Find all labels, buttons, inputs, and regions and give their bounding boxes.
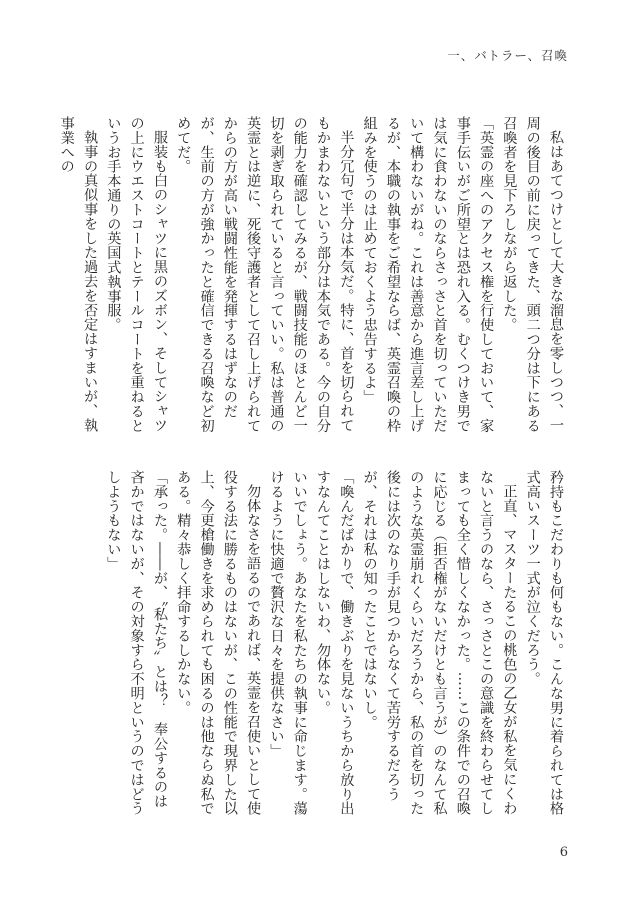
paragraph: 「英霊の座へのアクセス権を行使しておいて、家事手伝いがご所望とは恐れ入る。むくつけき男では気に食わないのならさっさと首を切っていただいて構わないがね。これは善意から進言差し上げるが、本職の執事をご希望ならば、英霊召喚の枠組みを使うのは止めておくよう忠告するよ」 <box>361 116 495 433</box>
paragraph: 矜持もこだわりも何もない。こんな男に着られては格式高いスーツ一式が泣くだろう。 <box>524 470 564 816</box>
running-head: 一、バトラー、召喚 <box>447 48 568 63</box>
paragraph: 「喚んだばかりで、働きぶりを見ないうちから放り出すなんてことはしないわ、勿体ない。 <box>315 470 355 816</box>
paragraph: 正直、マスターたるこの桃色の乙女が私を気にくわないと言うのなら、さっさとこの意識を終わらせてしまっても全く惜しくなかった。……この条件での召喚に応じる（拒否権がないだけとも言うが）のなんて私のような英霊崩れくらいだろうから、私の首を切った後には次のなり手が見つからなくて苦労するだろうが、それは私の知ったことではないし。 <box>361 470 518 816</box>
paragraph: 執事の真似事をした過去を否定はすまいが、執事業への <box>58 116 99 433</box>
text-block-bottom <box>105 470 567 820</box>
paragraph: 服装も白のシャツに黒のズボン、そしてシャツの上にウエストコートとテールコートを重ねるというお手本通りの英国式執事服。 <box>105 116 168 433</box>
paragraph: 半分冗句で半分は本気だ。特に、首を切られてもかまわないという部分は本気である。今の自分の能力を確認してみるが、戦闘技能のほとんど一切を剥ぎ取られていると言っていい。私は普通の英霊とは逆に、死後守護者として召し上げられてからの方が高い戦闘性能を発揮するはずなのだが、生前の方が強かったと確信できる召喚など初めてだ。 <box>175 116 355 433</box>
paragraph: 「承った。――が、〝私たち〟とは？ 奉公するのは吝かではないが、その対象すら不明というのではどうしようもない」 <box>105 470 168 816</box>
text-block-top <box>58 116 567 446</box>
paragraph: 勿体なさを語るのであれば、英霊を召使いとして使役する法に勝るものはないが、この性能で現界した以上、今更槍働きを求められても困るのは他ならぬ私である。精々恭しく拝命するしかない。 <box>175 470 262 816</box>
paragraph: 私はあてつけとして大きな溜息を零しつつ、一周の後目の前に戻ってきた、頭二つ分は下にある召喚者を見下ろしながら返した。 <box>501 116 564 433</box>
paragraph: いいでしょう。あなたを私たちの執事に命じます。蕩けるように快適で贅沢な日々を提供なさい」 <box>268 470 308 816</box>
page-number: 6 <box>559 845 568 860</box>
